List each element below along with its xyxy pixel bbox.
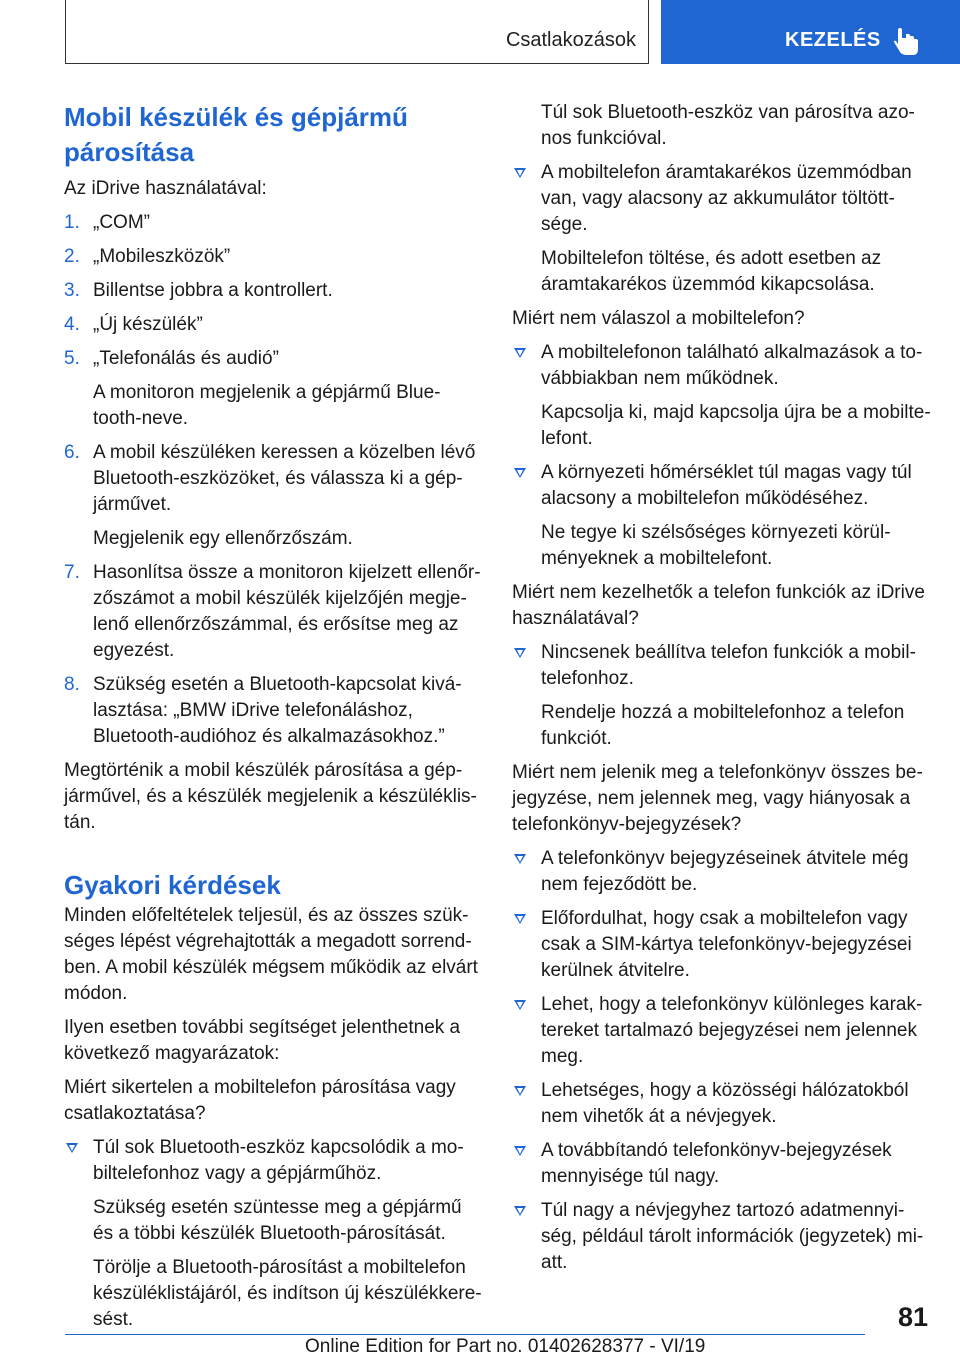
text-line: Szükség esetén szüntesse meg a gépjármű: [93, 1197, 462, 1218]
question-phonebook: [512, 760, 932, 838]
page-number: 81: [898, 1302, 929, 1332]
text-line: séges lépést végrehajtották a megadott sorrend‐: [64, 931, 472, 952]
step-number: 7.: [64, 562, 80, 583]
triangle-bullet-icon: [514, 168, 526, 178]
text-line: Minden előfeltételek teljesül, és az összes szük‐: [64, 905, 469, 926]
step-item: [64, 672, 484, 750]
text-line: biltelefonhoz vagy a gépjárműhöz.: [93, 1163, 382, 1184]
step-number: 2.: [64, 246, 80, 267]
text-line: sést.: [93, 1309, 134, 1330]
text-line: zőszámot a mobil készülék kijelzőjén megje‐: [93, 588, 467, 609]
text-line: Lehet, hogy a telefonkönyv különleges karak‐: [541, 994, 923, 1015]
text-line: sége.: [541, 214, 588, 235]
text-line: „Új készülék”: [93, 314, 203, 335]
text-line: Billentse jobbra a kontrollert.: [93, 280, 333, 301]
triangle-bullet-icon: [514, 1146, 526, 1156]
answer-bullet: [512, 640, 932, 692]
answer-bullet: [512, 460, 932, 512]
text-line: Lehetséges, hogy a közösségi hálózatokból: [541, 1080, 909, 1101]
answer-bullet: [512, 1198, 932, 1276]
step-item: [64, 278, 484, 304]
faq-intro-paragraph: [64, 903, 484, 1007]
right-column: [512, 100, 932, 1276]
triangle-bullet-icon: [514, 468, 526, 478]
step-item: [64, 346, 484, 372]
text-line: A mobiltelefon áramtakarékos üzemmódban: [541, 162, 912, 183]
answer-bullet: [512, 1138, 932, 1190]
left-column: [64, 100, 484, 1333]
triangle-bullet-icon: [514, 914, 526, 924]
text-line: lefont.: [541, 428, 593, 449]
step-result: [64, 526, 484, 552]
step-item: [64, 560, 484, 664]
text-line: Miért nem kezelhetők a telefon funkciók az iDrive: [512, 582, 925, 603]
text-line: Törölje a Bluetooth-párosítást a mobiltelefon: [93, 1257, 466, 1278]
answer-bullet: [512, 846, 932, 898]
text-line: Megjelenik egy ellenőrzőszám.: [93, 528, 353, 549]
step-number: 1.: [64, 212, 80, 233]
answer-bullet: [512, 160, 932, 238]
text-line: Miért sikertelen a mobiltelefon párosítása vagy: [64, 1077, 456, 1098]
text-line: funkciót.: [541, 728, 612, 749]
step-number: 5.: [64, 348, 80, 369]
heading-pairing-line2: párosítása: [64, 137, 195, 167]
question-pairing-failed: [64, 1075, 484, 1127]
text-line: A mobil készüléken keressen a közelben lévő: [93, 442, 476, 463]
heading-faq: Gyakori kérdések: [64, 870, 281, 900]
question-phone-functions: [512, 580, 932, 632]
text-line: Túl nagy a névjegyhez tartozó adatmennyi‐: [541, 1200, 905, 1221]
text-line: lenő ellenőrzőszámmal, és erősítse meg az: [93, 614, 459, 635]
step-number: 8.: [64, 674, 80, 695]
text-line: Bluetooth-eszközöket, és válassza ki a gép‐: [93, 468, 463, 489]
triangle-bullet-icon: [514, 1206, 526, 1216]
text-line: nem vihetők át a névjegyek.: [541, 1106, 777, 1127]
triangle-bullet-icon: [514, 348, 526, 358]
text-line: Hasonlítsa össze a monitoron kijelzett ellenőr‐: [93, 562, 481, 583]
text-line: telefonkönyv-bejegyzések?: [512, 814, 742, 835]
text-line: járművet.: [93, 494, 172, 515]
text-line: A mobiltelefonon található alkalmazások a to‐: [541, 342, 923, 363]
text-line: A monitoron megjelenik a gépjármű Blue‐: [93, 382, 441, 403]
pointing-hand-icon: [893, 26, 921, 56]
text-line: van, vagy alacsony az akkumulátor töltött‐: [541, 188, 895, 209]
result-paragraph: [64, 758, 484, 836]
footer-edition: Online Edition for Part no. 01402628377 - VI/19: [305, 1336, 706, 1357]
text-line: készüléklistájáról, és indítson új készülékkere‐: [93, 1283, 482, 1304]
intro-text: Az iDrive használatával:: [64, 178, 267, 199]
triangle-bullet-icon: [514, 1086, 526, 1096]
text-line: nem fejeződött be.: [541, 874, 698, 895]
heading-pairing-line1: Mobil készülék és gépjármű: [64, 102, 408, 132]
text-line: ben. A mobil készülék mégsem működik az elvárt: [64, 957, 478, 978]
text-line: és a többi készülék Bluetooth-párosítását.: [93, 1223, 446, 1244]
triangle-bullet-icon: [514, 854, 526, 864]
text-line: „Telefonálás és audió”: [93, 348, 279, 369]
text-line: Megtörténik a mobil készülék párosítása a gép‐: [64, 760, 463, 781]
text-line: A környezeti hőmérséklet túl magas vagy túl: [541, 462, 912, 483]
answer-remedy: [512, 700, 932, 752]
answer-bullet: [64, 1135, 484, 1187]
chapter-title: KEZELÉS: [785, 29, 881, 51]
text-line: lasztása: „BMW iDrive telefonáláshoz,: [93, 700, 413, 721]
answer-bullet: [512, 1078, 932, 1130]
answer-bullet: [512, 906, 932, 984]
answer-remedy: [64, 1255, 484, 1333]
text-line: „COM”: [93, 212, 150, 233]
text-line: használatával?: [512, 608, 639, 629]
text-line: tereket tartalmazó bejegyzései nem jelennek: [541, 1020, 917, 1041]
step-number: 6.: [64, 442, 80, 463]
triangle-bullet-icon: [66, 1143, 78, 1153]
answer-remedy: [64, 1195, 484, 1247]
text-line: meg.: [541, 1046, 584, 1067]
text-line: ség, például tárolt információk (jegyzetek) mi‐: [541, 1226, 924, 1247]
text-line: következő magyarázatok:: [64, 1043, 280, 1064]
text-line: tooth-neve.: [93, 408, 189, 429]
text-line: módon.: [64, 983, 128, 1004]
text-line: Szükség esetén a Bluetooth-kapcsolat kivá‐: [93, 674, 462, 695]
text-line: jegyzése, nem jelennek meg, vagy hiányosak a: [512, 788, 911, 809]
text-line: áramtakarékos üzemmód kikapcsolása.: [541, 274, 875, 295]
step-item: [64, 210, 484, 236]
step-item: [64, 312, 484, 338]
footer-divider: [65, 1334, 865, 1335]
text-line: tán.: [64, 812, 96, 833]
text-line: csak a SIM-kártya telefonkönyv-bejegyzései: [541, 934, 912, 955]
question-no-response: [512, 306, 932, 332]
header-section-box: [65, 0, 649, 64]
step-number: 3.: [64, 280, 80, 301]
text-line: Túl sok Bluetooth-eszköz van párosítva azo‐: [541, 102, 915, 123]
answer-bullet: [512, 992, 932, 1070]
text-line: A továbbítandó telefonkönyv-bejegyzések: [541, 1140, 892, 1161]
answer-remedy: [512, 520, 932, 572]
text-line: Túl sok Bluetooth-eszköz kapcsolódik a mo‐: [93, 1137, 464, 1158]
triangle-bullet-icon: [514, 648, 526, 658]
text-line: Mobiltelefon töltése, és adott esetben az: [541, 248, 882, 269]
steps-list: [64, 210, 484, 750]
text-line: ményeknek a mobiltelefont.: [541, 548, 773, 569]
text-line: att.: [541, 1252, 568, 1273]
text-line: Ilyen esetben további segítséget jelenthetnek a: [64, 1017, 461, 1038]
text-line: „Mobileszközök”: [93, 246, 231, 267]
answer-remedy: [512, 400, 932, 452]
answer-remedy: [512, 246, 932, 298]
text-line: nos funkcióval.: [541, 128, 667, 149]
text-line: csatlakoztatása?: [64, 1103, 206, 1124]
step-item: [64, 440, 484, 518]
text-line: telefonhoz.: [541, 668, 634, 689]
text-line: egyezést.: [93, 640, 175, 661]
text-line: járművel, és a készülék megjelenik a készüléklis‐: [64, 786, 477, 807]
text-line: A telefonkönyv bejegyzéseinek átvitele még: [541, 848, 909, 869]
step-result: [64, 380, 484, 432]
step-item: [64, 244, 484, 270]
phonebook-bullets: [512, 846, 932, 1276]
text-line: Ne tegye ki szélsőséges környezeti körül‐: [541, 522, 891, 543]
text-line: Miért nem válaszol a mobiltelefon?: [512, 308, 805, 329]
text-line: Rendelje hozzá a mobiltelefonhoz a telefon: [541, 702, 905, 723]
text-line: Bluetooth-audióhoz és alkalmazásokhoz.”: [93, 726, 445, 747]
text-line: mennyisége túl nagy.: [541, 1166, 720, 1187]
text-line: alacsony a mobiltelefon működéséhez.: [541, 488, 869, 509]
text-line: vábbiakban nem működnek.: [541, 368, 779, 389]
answer-bullet: [512, 340, 932, 392]
text-line: Kapcsolja ki, majd kapcsolja újra be a mobilte‐: [541, 402, 931, 423]
text-line: Előfordulhat, hogy csak a mobiltelefon vagy: [541, 908, 908, 929]
triangle-bullet-icon: [514, 1000, 526, 1010]
text-line: Nincsenek beállítva telefon funkciók a mobil‐: [541, 642, 916, 663]
chapter-tab: [661, 0, 960, 64]
text-line: kerülnek átvitelre.: [541, 960, 690, 981]
section-title: Csatlakozások: [505, 29, 636, 51]
answer-remedy: [512, 100, 932, 152]
faq-help-paragraph: [64, 1015, 484, 1067]
step-number: 4.: [64, 314, 80, 335]
text-line: Miért nem jelenik meg a telefonkönyv összes be‐: [512, 762, 923, 783]
